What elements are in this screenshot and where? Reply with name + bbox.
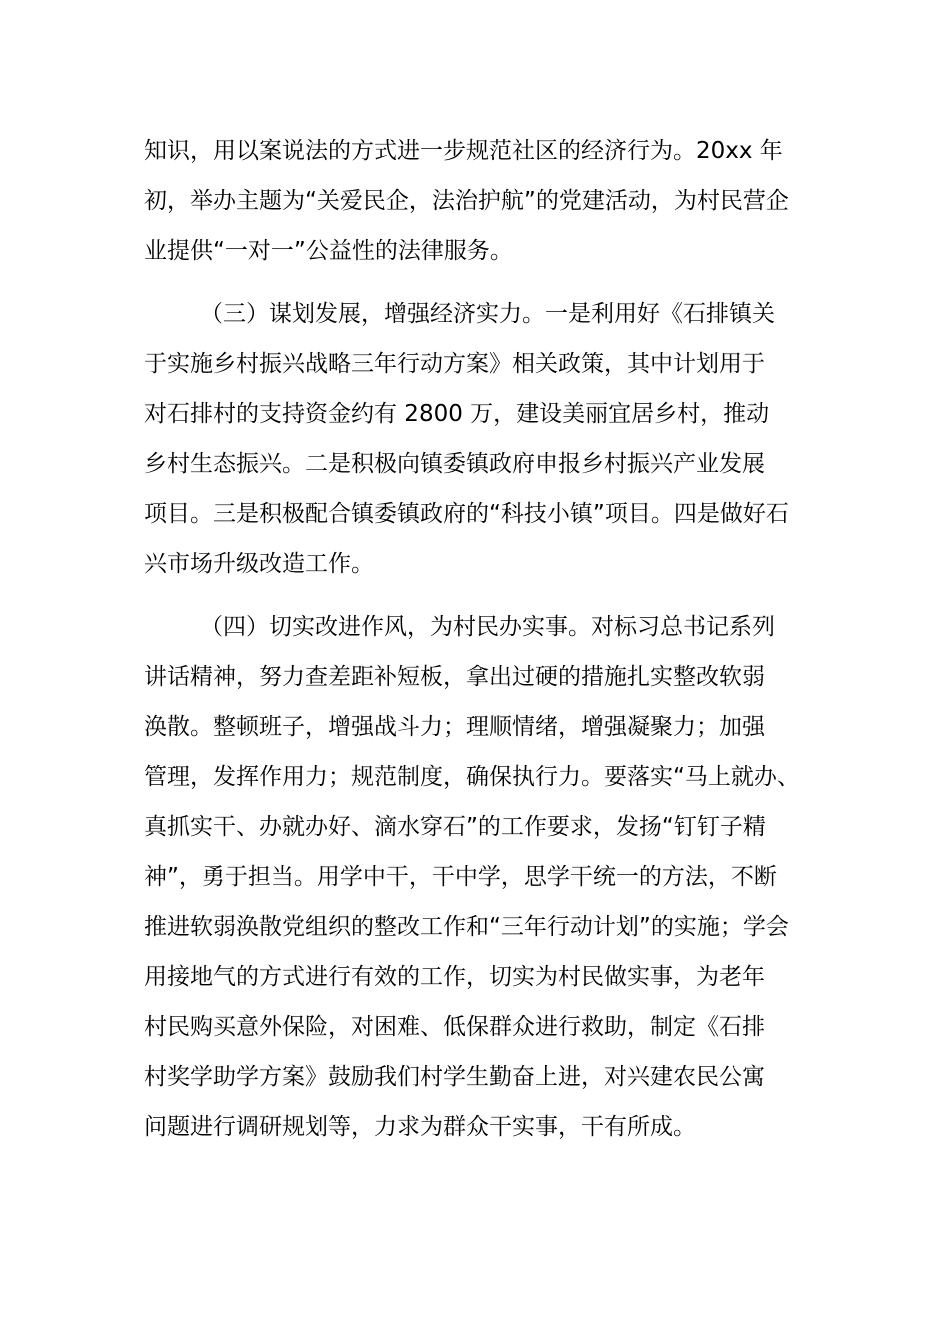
text-line: 村民购买意外保险，对困难、低保群众进行救助，制定《石排 bbox=[144, 1014, 765, 1040]
paragraph-economic-development bbox=[144, 289, 824, 589]
text-line: 于实施乡村振兴战略三年行动方案》相关政策，其中计划用于 bbox=[144, 351, 765, 377]
text-line: 真抓实干、办就办好、滴水穿石”的工作要求，发扬“钉钉子精 bbox=[144, 814, 766, 840]
text-line: 村奖学助学方案》鼓励我们村学生勤奋上进，对兴建农民公寓 bbox=[144, 1064, 765, 1090]
text-line: 用接地气的方式进行有效的工作，切实为村民做实事，为老年 bbox=[144, 964, 765, 990]
paragraph-legal-service bbox=[144, 126, 824, 276]
text-line: 问题进行调研规划等，力求为群众干实事，干有所成。 bbox=[144, 1114, 696, 1140]
text-line: 兴市场升级改造工作。 bbox=[144, 551, 374, 577]
text-line: 讲话精神，努力查差距补短板，拿出过硬的措施扎实整改软弱 bbox=[144, 664, 765, 690]
text-line: 项目。三是积极配合镇委镇政府的“科技小镇”项目。四是做好石 bbox=[144, 501, 789, 527]
paragraph-work-style bbox=[144, 602, 824, 1152]
text-line: 涣散。整顿班子，增强战斗力；理顺情绪，增强凝聚力；加强 bbox=[144, 714, 765, 740]
text-line: 管理，发挥作用力；规范制度，确保执行力。要落实“马上就办、 bbox=[144, 764, 800, 790]
text-line: 推进软弱涣散党组织的整改工作和“三年行动计划”的实施；学会 bbox=[144, 914, 789, 940]
text-line: 初，举办主题为“关爱民企，法治护航”的党建活动，为村民营企 bbox=[144, 188, 789, 214]
text-line: 知识，用以案说法的方式进一步规范社区的经济行为。20xx 年 bbox=[144, 138, 783, 164]
text-line: 业提供“一对一”公益性的法律服务。 bbox=[144, 238, 513, 264]
text-line: （三）谋划发展，增强经济实力。一是利用好《石排镇关 bbox=[200, 301, 775, 327]
text-line: （四）切实改进作风，为村民办实事。对标习总书记系列 bbox=[200, 614, 775, 640]
text-line: 神”，勇于担当。用学中干，干中学，思学干统一的方法，不断 bbox=[144, 864, 777, 890]
text-line: 对石排村的支持资金约有 2800 万，建设美丽宜居乡村，推动 bbox=[144, 401, 770, 427]
text-line: 乡村生态振兴。二是积极向镇委镇政府申报乡村振兴产业发展 bbox=[144, 451, 765, 477]
